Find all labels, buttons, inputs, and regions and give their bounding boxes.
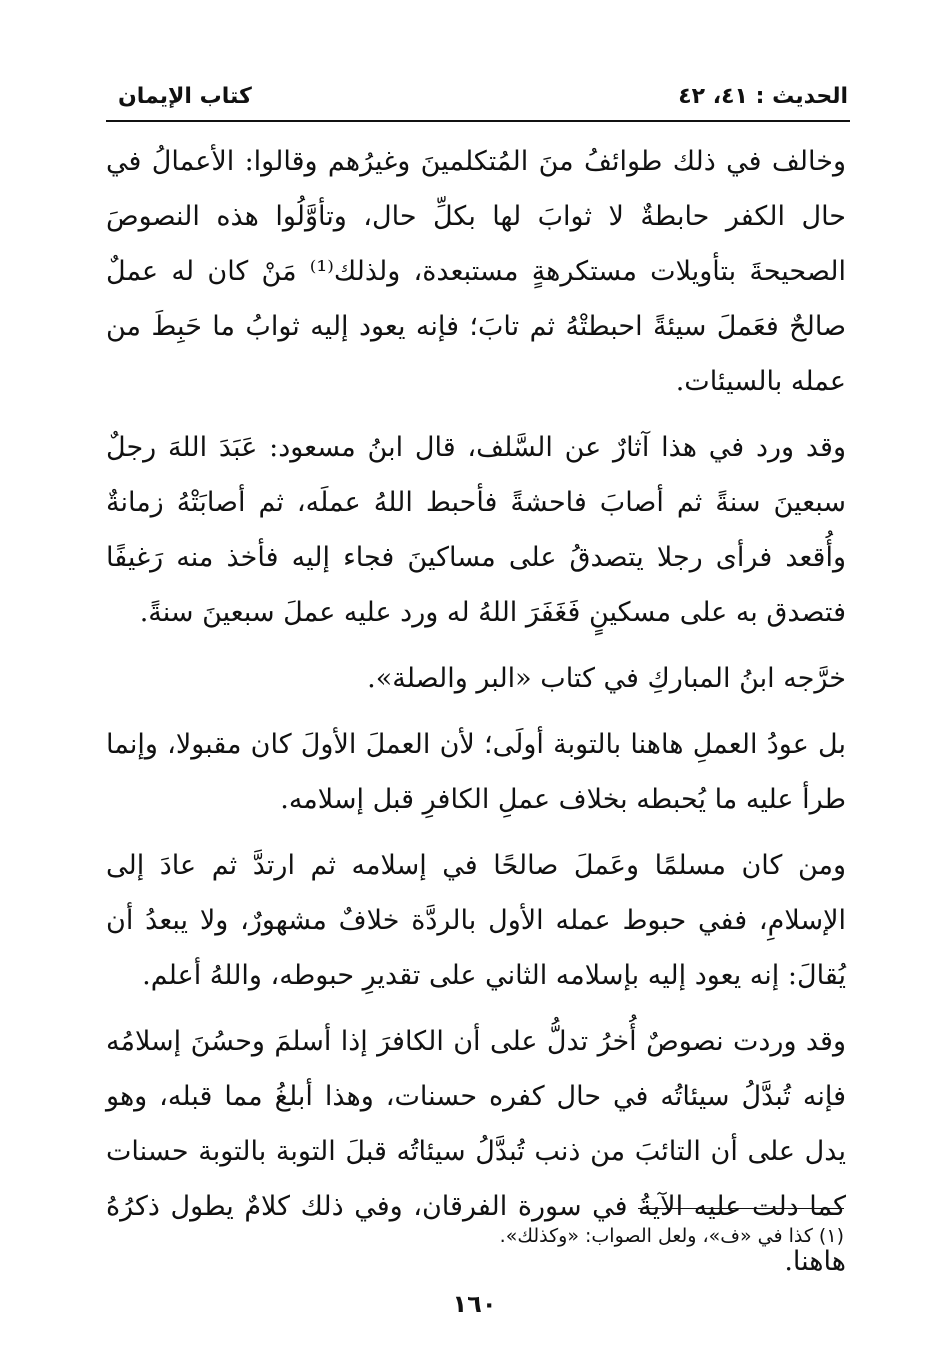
- paragraph-1: وخالف في ذلك طوائفُ منَ المُتكلمينَ وغيرُهم وقالوا: الأعمالُ في حال الكفر حابطةٌ لا ثوابَ لها بكلِّ حال، وتأوَّلُوا هذه النصوصَ الصحيحةَ بتأويلات مستكرهةٍ مستبعدة، ولذلك⁽¹⁾ مَنْ كان له عملٌ صالحٌ فعَملَ سيئةً احبطتْهُ ثم تابَ؛ فإنه يعود إليه ثوابُ ما حَبِطَ من عمله بالسيئات.: [106, 146, 846, 397]
- paragraph-2: وقد ورد في هذا آثارٌ عن السَّلف، قال ابنُ مسعود: عَبَدَ اللهَ رجلٌ سبعينَ سنةً ثم أصابَ فاحشةً فأحبط اللهُ عملَه، ثم أصابَتْهُ زمانةٌ وأُقعد فرأى رجلا يتصدقُ على مساكينَ فجاء إليه فأخذ منه رَغيفًا فتصدق به على مسكينٍ فَغَفَرَ اللهُ له ورد عليه عملَ سبعينَ سنةً.: [106, 432, 846, 628]
- paragraph-5: ومن كان مسلمًا وعَملَ صالحًا في إسلامه ثم ارتدَّ ثم عادَ إلى الإسلامِ، ففي حبوط عمله الأول بالردَّة خلافٌ مشهورٌ، ولا يبعدُ أن يُقالَ: إنه يعود إليه بإسلامه الثاني على تقديرِ حبوطه، واللهُ أعلم.: [106, 850, 846, 991]
- hadith-number-heading: الحديث : ٤١، ٤٢: [678, 84, 848, 109]
- paragraph-3: خرَّجه ابنُ المباركِ في كتاب «البر والصلة».: [367, 663, 846, 694]
- main-text: [106, 134, 846, 1300]
- footnote-divider: [638, 1208, 844, 1209]
- header-divider: [106, 120, 850, 122]
- footnote: (١) كذا في «ف»، ولعل الصواب: «وكذلك».: [499, 1225, 844, 1247]
- book-section-heading: كتاب الإيمان: [118, 84, 252, 109]
- running-header: [108, 78, 848, 118]
- paragraph-4: بل عودُ العملِ هاهنا بالتوبة أولَى؛ لأن العملَ الأولَ كان مقبولا، وإنما طرأ عليه ما يُحبطه بخلاف عملِ الكافرِ قبل إسلامه.: [106, 729, 846, 815]
- page-number: ١٦٠: [452, 1290, 497, 1318]
- paragraph-6: وقد وردت نصوصٌ أُخرُ تدلُّ على أن الكافرَ إذا أسلمَ وحسُنَ إسلامُه فإنه تُبدَّلُ سيئاتُه في حال كفره حسنات، وهذا أبلغُ مما قبله، وهو يدل على أن التائبَ من ذنب تُبدَّلُ سيئاتُه قبلَ التوبة بالتوبة حسنات كما دلت عليه الآيةُ في سورة الفرقان، وفي ذلك كلامٌ يطول ذكرُهُ هاهنا.: [106, 1026, 846, 1277]
